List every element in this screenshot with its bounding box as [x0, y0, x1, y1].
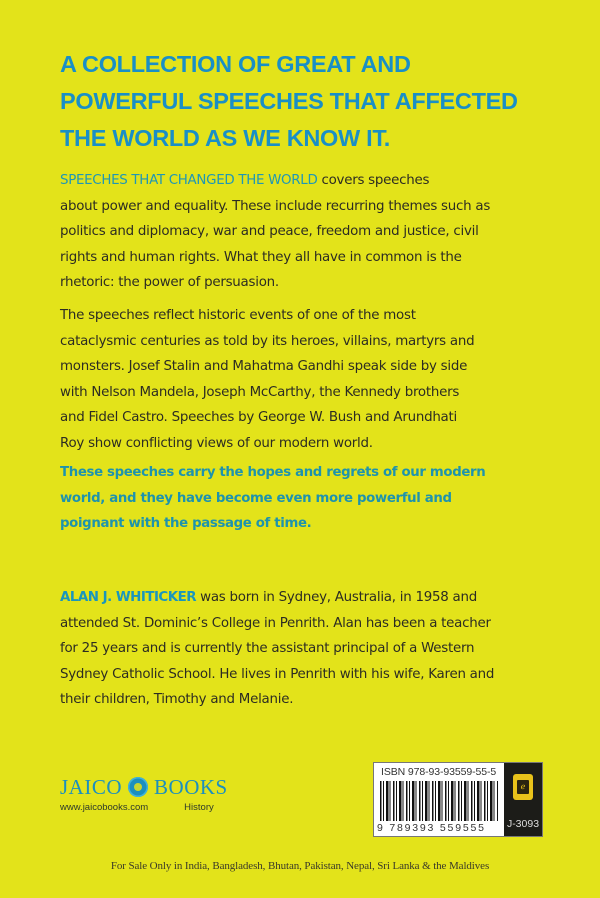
headline-line: THE WORLD AS WE KNOW IT. [60, 125, 391, 151]
bio-line: attended St. Dominic’s College in Penrith. Alan has been a teacher [60, 615, 491, 631]
quote-line: These speeches carry the hopes and regrets of our modern [60, 465, 486, 480]
quote-line: poignant with the passage of time. [60, 516, 312, 531]
publisher-name-right: BOOKS [154, 775, 228, 799]
ebook-glyph: ℯ [517, 780, 529, 794]
intro-line: rhetoric: the power of persuasion. [60, 275, 279, 290]
intro-line: politics and diplomacy, war and peace, freedom and justice, civil [60, 224, 479, 239]
bio-line: for 25 years and is currently the assistant principal of a Western [60, 641, 475, 656]
isbn-label: ISBN 978-93-93559-55-5 [381, 766, 497, 778]
publisher-website: www.jaicobooks.com [60, 802, 149, 813]
description-line: cataclysmic centuries as told by its heroes, villains, martyrs and [60, 333, 475, 349]
publisher-subline [60, 802, 228, 813]
highlight-quote [60, 460, 560, 537]
sale-territory-notice: For Sale Only in India, Bangladesh, Bhutan, Pakistan, Nepal, Sri Lanka & the Maldives [110, 860, 490, 872]
bio-line: their children, Timothy and Melanie. [60, 692, 294, 707]
bio-line: Sydney Catholic School. He lives in Penrith with his wife, Karen and [60, 666, 495, 682]
headline-line: A COLLECTION OF GREAT AND [60, 51, 411, 77]
barcode-panel [374, 763, 504, 836]
headline [60, 46, 580, 157]
author-name: ALAN J. WHITICKER [60, 590, 197, 605]
barcode-block [373, 762, 543, 837]
description-line: The speeches reflect historic events of one of the most [60, 308, 416, 323]
description-line: Roy show conflicting views of our modern world. [60, 435, 373, 451]
description-paragraph [60, 303, 560, 456]
publisher-block [60, 776, 228, 813]
intro-text: covers speeches [317, 173, 430, 188]
publisher-name-left: JAICO [60, 775, 123, 799]
intro-paragraph [60, 168, 560, 296]
book-category: History [184, 802, 214, 813]
intro-line: about power and equality. These include recurring themes such as [60, 198, 491, 214]
description-line: monsters. Josef Stalin and Mahatma Gandhi speak side by side [60, 359, 468, 374]
barcode-digits: 9 789393 559555 [377, 822, 486, 834]
jaico-emblem-icon [128, 777, 148, 797]
author-bio [60, 585, 560, 713]
bio-text: was born in Sydney, Australia, in 1958 and [196, 590, 477, 605]
intro-line: rights and human rights. What they all have in common is the [60, 249, 462, 265]
headline-line: POWERFUL SPEECHES THAT AFFECTED [60, 88, 518, 114]
book-code: J-3093 [506, 818, 540, 830]
description-line: with Nelson Mandela, Joseph McCarthy, the Kennedy brothers [60, 384, 460, 400]
quote-line: world, and they have become even more powerful and [60, 490, 452, 506]
book-title-caps: SPEECHES THAT CHANGED THE WORLD [60, 173, 318, 188]
description-line: and Fidel Castro. Speeches by George W. Bush and Arundhati [60, 410, 457, 425]
publisher-logo [60, 776, 228, 798]
intro-first-line [60, 168, 560, 194]
ebook-available-icon [513, 774, 533, 800]
code-panel [504, 763, 542, 836]
barcode-bars [380, 781, 498, 821]
bio-first-line [60, 585, 560, 611]
